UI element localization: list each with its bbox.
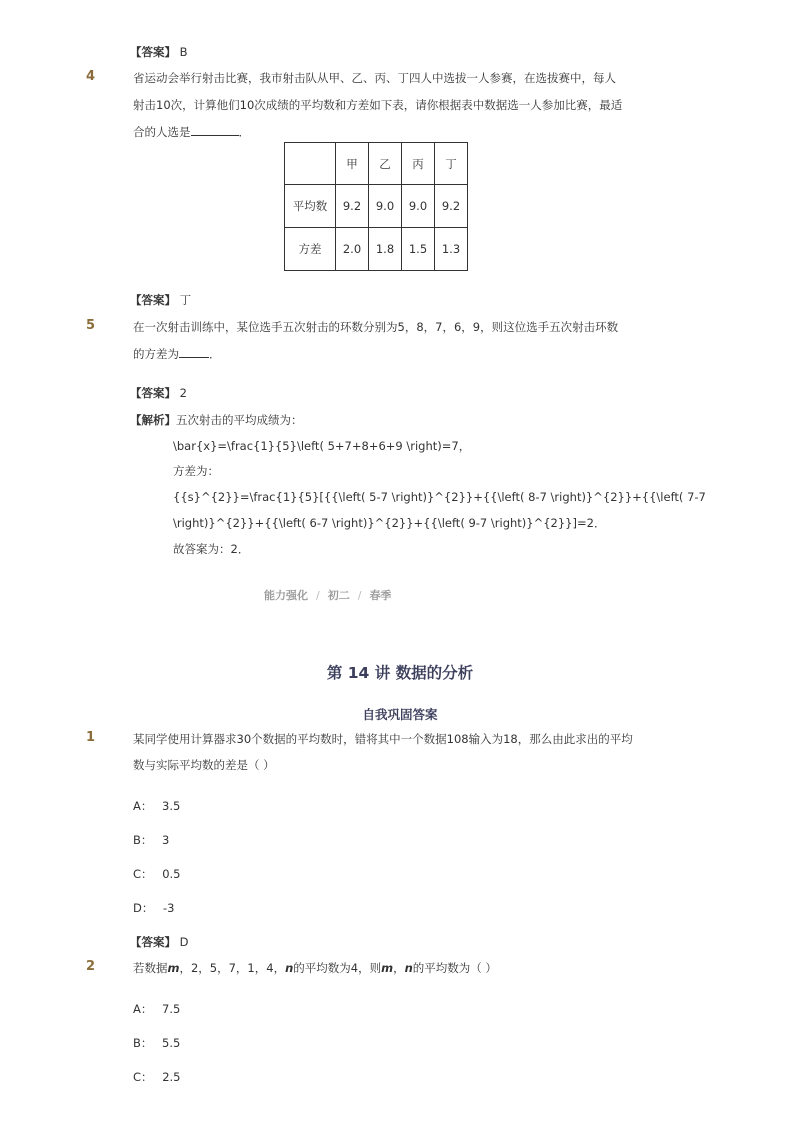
table-cell: 1.3 [435,228,468,271]
footer-part: 春季 [369,589,392,602]
variable-m: m [381,961,394,975]
analysis-formula: \bar{x}=\frac{1}{5}\left( 5+7+8+6+9 \right)=7， [173,439,471,453]
table-cell: 2.0 [336,228,369,271]
option-d [133,901,174,915]
table-row [285,185,468,228]
option-letter: A： [133,1002,153,1016]
question-text: 合的人选是 [133,125,191,139]
table-cell [285,143,336,185]
question-number: 1 [86,730,96,745]
question-text: 的方差为 [133,347,179,361]
option-a [133,799,180,813]
analysis-label: 【解析】 [130,413,176,427]
option-value: 7.5 [162,1002,181,1016]
option-a [133,1002,180,1016]
table-cell: 1.8 [369,228,402,271]
q5-analysis [130,413,303,427]
variable-m: m [167,961,180,975]
question-text-line [133,124,250,139]
variable-n: n [285,961,294,975]
option-letter: D： [133,901,154,915]
s1-answer [130,935,189,949]
row-label: 平均数 [285,185,336,228]
question-text-line: 某同学使用计算器求30个数据的平均数时，错将其中一个数据108输入为18，那么由此求出的平均 [133,732,633,746]
option-value: 3.5 [162,799,181,813]
analysis-intro: 五次射击的平均成绩为： [176,413,303,427]
question-text-line [133,961,497,975]
question-text: ， [393,961,405,975]
option-value: 5.5 [162,1036,181,1050]
answer-value: B [179,45,188,59]
option-c [133,867,180,881]
answer-label: 【答案】 [130,935,176,949]
analysis-conclusion: 故答案为：2． [173,542,250,556]
option-value: -3 [163,901,175,915]
option-letter: B： [133,1036,153,1050]
answer-value: 2 [179,386,187,400]
question-number: 4 [86,69,96,84]
q5-answer [130,386,187,400]
question-text: 的平均数为4，则 [293,961,382,975]
table-cell: 9.2 [435,185,468,228]
question-text: ． [209,347,221,361]
option-c [133,1070,180,1084]
variable-n: n [404,961,413,975]
question-text-line: 省运动会举行射击比赛，我市射击队从甲、乙、丙、丁四人中选拔一人参赛，在选拔赛中，每人 [133,71,616,85]
option-value: 2.5 [162,1070,181,1084]
stats-table [284,142,468,271]
answer-label: 【答案】 [130,293,176,307]
answer-blank [179,346,209,358]
section-title: 自我巩固答案 [362,707,438,722]
question-text: ，2，5，7，1，4， [179,961,286,975]
analysis-formula: {{s}^{2}}=\frac{1}{5}[{{\left( 5-7 \right)}^{2}}+{{\left( 8-7 \right)}^{2}}+{{\left( 7-7 [173,490,706,504]
answer-label: 【答案】 [130,45,176,59]
row-label: 方差 [285,228,336,271]
lecture-title: 第 14 讲 数据的分析 [326,664,474,682]
option-value: 0.5 [162,867,181,881]
option-value: 3 [162,833,170,847]
option-letter: C： [133,1070,153,1084]
table-cell: 9.0 [402,185,435,228]
answer-blank [191,124,239,136]
table-header-row [285,143,468,185]
footer-part: 初二 [327,589,350,602]
question-text-line: 数与实际平均数的差是（ ） [133,758,275,772]
answer-label: 【答案】 [130,386,176,400]
table-cell: 9.2 [336,185,369,228]
table-header-cell: 丁 [435,143,468,185]
question-text-line: 在一次射击训练中，某位选手五次射击的环数分别为5，8，7，6，9，则这位选手五次射击环数 [133,320,619,334]
option-letter: C： [133,867,153,881]
option-letter: B： [133,833,153,847]
footer-part: 能力强化 [264,589,308,602]
table-header-cell: 乙 [369,143,402,185]
question-text: 的平均数为（ ） [412,961,497,975]
question-number: 5 [86,318,96,333]
table-header-cell: 丙 [402,143,435,185]
table-cell: 9.0 [369,185,402,228]
question-text-line: 射击10次，计算他们10次成绩的平均数和方差如下表，请你根据表中数据选一人参加比赛，最适 [133,98,623,112]
page-footer [264,587,391,603]
q3-answer [130,45,188,59]
question-text: 若数据 [133,961,168,975]
table-header-cell: 甲 [336,143,369,185]
question-text-line [133,346,221,361]
table-cell: 1.5 [402,228,435,271]
answer-value: 丁 [179,293,192,307]
table-row [285,228,468,271]
footer-separator: / [316,589,320,602]
option-b [133,833,169,847]
analysis-text: 方差为： [173,464,219,478]
question-text: ． [238,125,250,139]
question-number: 2 [86,959,96,974]
footer-separator: / [357,589,362,602]
analysis-formula: \right)}^{2}}+{{\left( 6-7 \right)}^{2}}+{{\left( 9-7 \right)}^{2}}]=2． [173,516,606,530]
answer-value: D [179,935,189,949]
option-letter: A： [133,799,153,813]
q4-answer [130,293,191,307]
option-b [133,1036,180,1050]
